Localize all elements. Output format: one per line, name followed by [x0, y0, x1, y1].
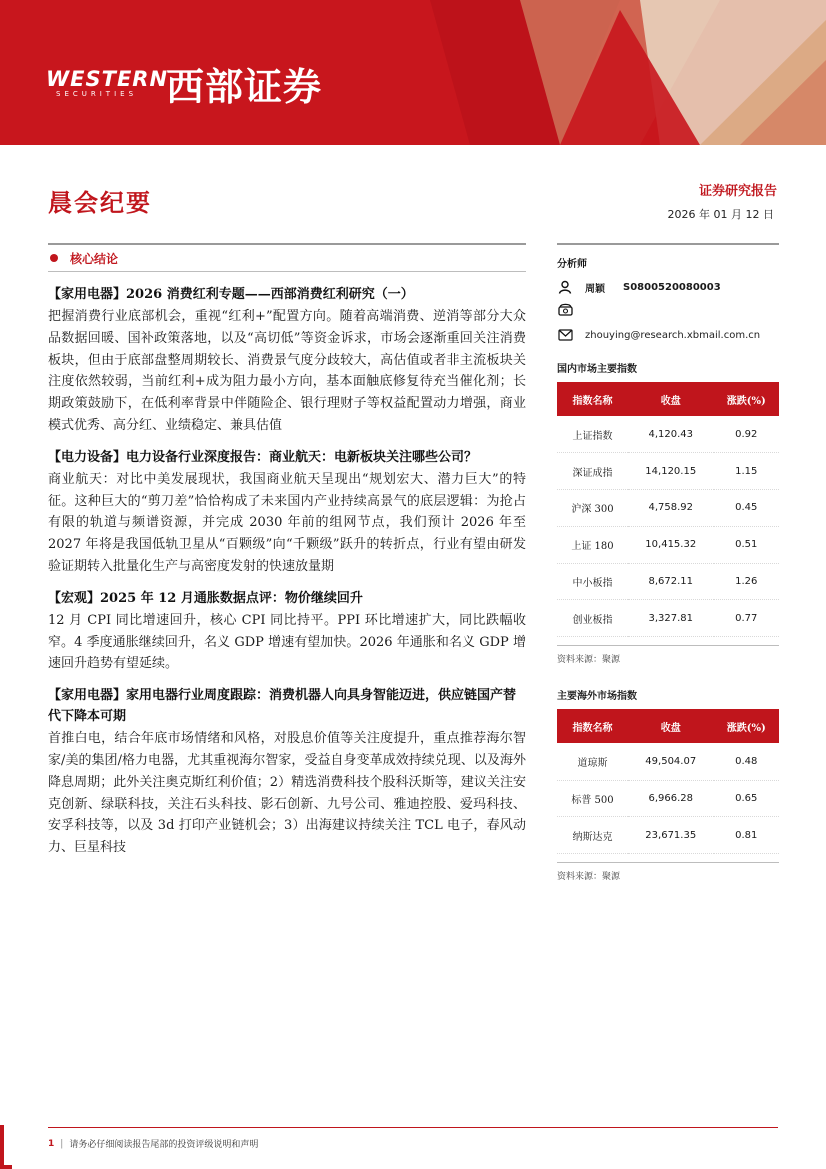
table-row: [557, 416, 779, 453]
person-icon: [557, 279, 573, 295]
table-row: [557, 563, 779, 600]
index-name: 道琼斯: [557, 743, 628, 780]
corner-mark: [0, 1165, 12, 1169]
phone-row: [557, 298, 779, 320]
analyst-id: S0800520080003: [623, 281, 721, 293]
table-row: [557, 526, 779, 563]
article-body: 首推白电，结合年底市场情绪和风格，对股息价值等关注度提升，重点推荐海尔智家/美的集团/格力电器，尤其重视海尔智家，受益自身变革成效持续兑现、以及海外降息周期；此外关注奥克斯红利价值；2）精选消费科技个股科沃斯等，建议关注安克创新、绿联科技，关注石头科技、影石创新、九号公司、雅迪控股、爱玛科技、安孚科技等，以及 3d 打印产业链机会；3）出海建议持续关注 TCL 电子，春风动力、巨星科技: [48, 731, 526, 856]
index-close: 4,120.43: [628, 416, 714, 453]
column-header: 指数名称: [557, 382, 628, 416]
email-icon: [557, 327, 573, 343]
corner-mark: [0, 1125, 4, 1169]
domestic-table-title: 国内市场主要指数: [557, 364, 637, 375]
column-header: 涨跌(%): [714, 709, 779, 743]
index-name: 沪深 300: [557, 490, 628, 527]
article: [48, 588, 526, 675]
index-change: 0.81: [714, 817, 779, 854]
table-row: [557, 600, 779, 637]
index-close: 3,327.81: [628, 600, 714, 637]
article: [48, 284, 526, 437]
table-row: [557, 453, 779, 490]
article-title[interactable]: 【宏观】2025 年 12 月通胀数据点评：物价继续回升: [48, 590, 363, 606]
column-header: 指数名称: [557, 709, 628, 743]
index-close: 4,758.92: [628, 490, 714, 527]
table-row: [557, 743, 779, 780]
article-title[interactable]: 【家用电器】2026 消费红利专题——西部消费红利研究（一）: [48, 287, 414, 302]
report-date: 2026 年 01 月 12 日: [667, 208, 774, 221]
index-name: 上证 180: [557, 526, 628, 563]
overseas-index-table: [557, 709, 779, 854]
article-title[interactable]: 【家用电器】家用电器行业周度跟踪：消费机器人向具身智能迈进，供应链国产替代下降本可期: [48, 688, 517, 725]
analyst-name: 周颖: [585, 283, 605, 295]
logo-english-sub: SECURITIES: [56, 90, 138, 98]
index-close: 8,672.11: [628, 563, 714, 600]
main-column: [48, 243, 526, 869]
index-change: 0.77: [714, 600, 779, 637]
index-change: 0.65: [714, 780, 779, 817]
domestic-index-table: [557, 382, 779, 637]
index-name: 标普 500: [557, 780, 628, 817]
table-row: [557, 490, 779, 527]
article-body: 商业航天：对比中美发展现状，我国商业航天呈现出“规划宏大、潜力巨大”的特征。这种巨大的“剪刀差”恰恰构成了未来国内产业持续高景气的底层逻辑：为抢占有限的轨道与频谱资源，并完成 2030 年前的组网节点，我们预计 2026 年至 2027 年将是我国低轨卫星从“百颗级”向“千颗级”跃升的转折点，行业有望由研发验证期转入批量化生产与高密度发射的快速放量期: [48, 471, 526, 574]
index-name: 纳斯达克: [557, 817, 628, 854]
index-change: 0.45: [714, 490, 779, 527]
overseas-table-title: 主要海外市场指数: [557, 691, 637, 703]
analyst-row: [557, 276, 779, 298]
analyst-label: 分析师: [557, 259, 587, 270]
column-header: 涨跌(%): [714, 382, 779, 416]
index-close: 10,415.32: [628, 526, 714, 563]
domestic-source: 资料来源：聚源: [557, 645, 779, 665]
footer-rule: [48, 1127, 778, 1128]
index-name: 上证指数: [557, 416, 628, 453]
footer-divider: |: [60, 1138, 64, 1149]
sidebar: [557, 243, 779, 882]
index-close: 14,120.15: [628, 453, 714, 490]
index-name: 深证成指: [557, 453, 628, 490]
footer-disclaimer: 请务必仔细阅读报告尾部的投资评级说明和声明: [69, 1140, 259, 1150]
analyst-email[interactable]: zhouying@research.xbmail.com.cn: [585, 329, 761, 341]
overseas-source: 资料来源：聚源: [557, 862, 779, 882]
report-type: 证券研究报告: [698, 184, 777, 199]
index-name: 中小板指: [557, 563, 628, 600]
section-title: 核心结论: [70, 251, 119, 266]
column-header: 收盘: [628, 382, 714, 416]
page-number: 1: [48, 1138, 55, 1149]
header-banner: [0, 0, 826, 145]
section-rule: [48, 271, 526, 272]
email-row: [557, 324, 779, 346]
table-row: [557, 817, 779, 854]
phone-icon: [557, 301, 573, 317]
index-change: 0.92: [714, 416, 779, 453]
bullet-icon: [50, 254, 58, 262]
logo-english: WESTERN: [46, 67, 169, 91]
index-close: 6,966.28: [628, 780, 714, 817]
article-body: 把握消费行业底部机会，重视“红利+”配置方向。随着高端消费、逆消等部分大众品数据回暖、国补政策落地，以及“高切低”等资金诉求，市场会逐渐重回关注消费板块，但由于底部盘整周期较长、消费景气度分歧较大，高估值或者非主流板块关注度依然较弱，当前红利+成为阻力最小方向，基本面触底修复待充当催化剂；长期政策鼓励下，在低利率背景中伴随险企、银行理财子等权益配置动力增强，商业模式优秀、高分红、业绩稳定、兼具估值: [48, 309, 526, 433]
index-change: 0.48: [714, 743, 779, 780]
sidebar-rule: [557, 243, 779, 245]
logo-chinese: 西部证券: [166, 65, 323, 109]
article-body: 12 月 CPI 同比增速回升，核心 CPI 同比持平。PPI 环比增速扩大，同比跌幅收窄。4 季度通胀继续回升，名义 GDP 增速有望加快。2026 年通胀和名义 GDP 增速回升趋势有望延续。: [48, 612, 526, 672]
table-row: [557, 780, 779, 817]
section-header: [48, 245, 526, 271]
index-change: 1.15: [714, 453, 779, 490]
index-name: 创业板指: [557, 600, 628, 637]
index-change: 0.51: [714, 526, 779, 563]
article: [48, 447, 526, 578]
page-title: 晨会纪要: [48, 188, 152, 217]
index-close: 49,504.07: [628, 743, 714, 780]
column-header: 收盘: [628, 709, 714, 743]
index-close: 23,671.35: [628, 817, 714, 854]
article-title[interactable]: 【电力设备】电力设备行业深度报告：商业航天：电新板块关注哪些公司？: [48, 449, 478, 465]
footer: [48, 1137, 258, 1150]
article: [48, 685, 526, 859]
index-change: 1.26: [714, 563, 779, 600]
